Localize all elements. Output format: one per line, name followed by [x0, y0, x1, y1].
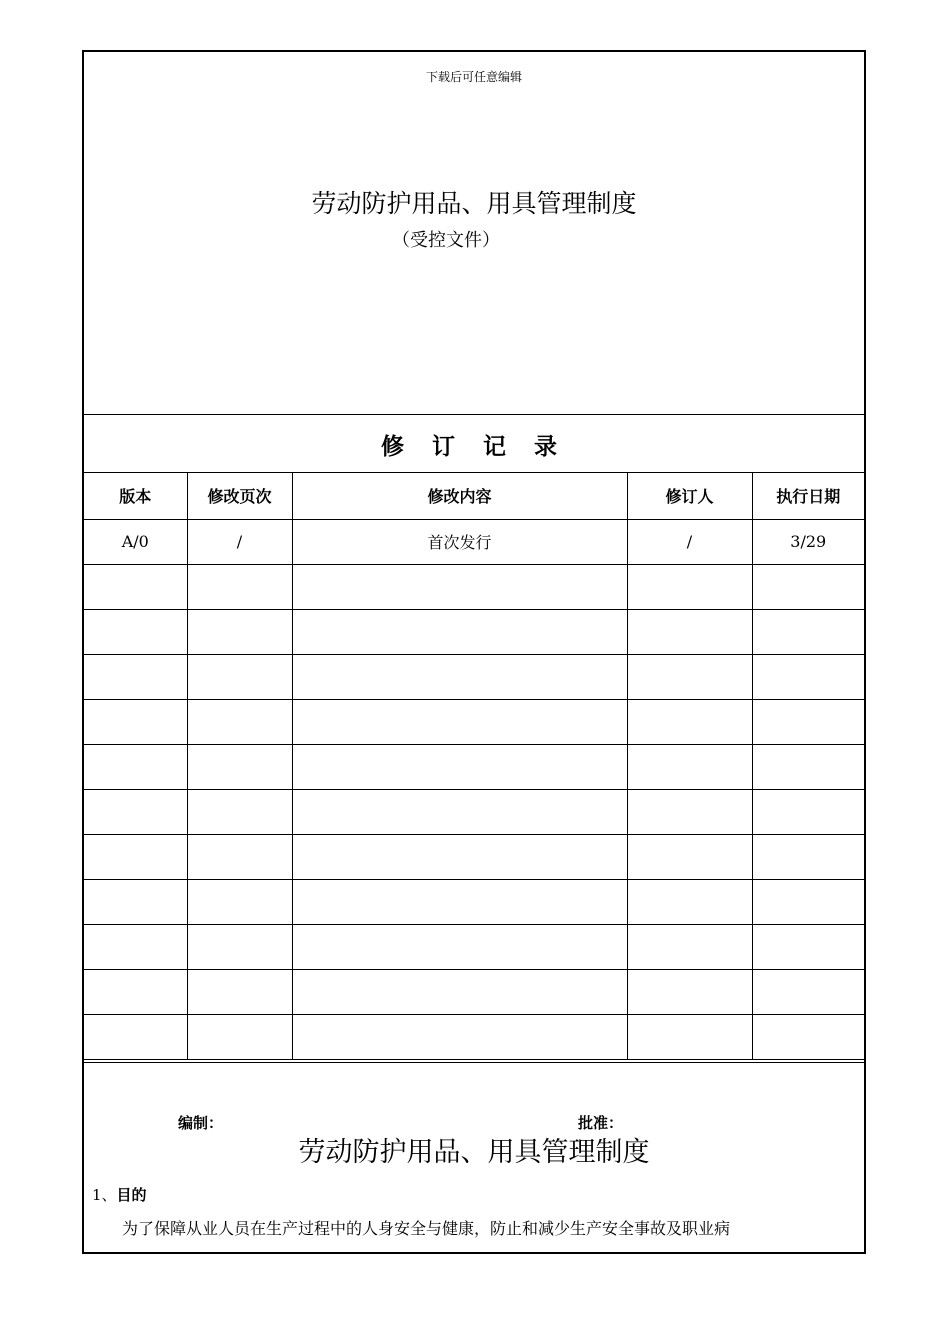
revision-cell	[627, 879, 752, 924]
revision-cell	[292, 699, 627, 744]
revision-row	[84, 609, 864, 654]
revision-row	[84, 879, 864, 924]
revision-cell	[292, 1014, 627, 1059]
revision-cell	[752, 834, 864, 879]
revision-cell: 3/29	[752, 519, 864, 564]
section-1-number: 1、	[92, 1186, 117, 1204]
revision-cell	[84, 699, 187, 744]
revision-cell	[187, 744, 292, 789]
revision-cell	[627, 969, 752, 1014]
revision-cell	[752, 609, 864, 654]
revision-cell	[292, 609, 627, 654]
revision-row	[84, 654, 864, 699]
revision-cell	[292, 834, 627, 879]
section-1-heading	[92, 1184, 147, 1205]
header-note: 下载后可任意编辑	[425, 70, 522, 84]
revision-row	[84, 789, 864, 834]
col-content: 修改内容	[292, 472, 627, 519]
revision-cell	[292, 744, 627, 789]
revision-cell	[627, 924, 752, 969]
revision-cell	[292, 879, 627, 924]
cover-subtitle-text: （受控文件）	[392, 230, 500, 251]
divider-cover	[84, 414, 864, 415]
revision-cell	[752, 879, 864, 924]
revision-cell	[187, 879, 292, 924]
col-pages: 修改页次	[187, 472, 292, 519]
revision-cell	[187, 1014, 292, 1059]
revision-cell	[752, 654, 864, 699]
revision-cell	[187, 699, 292, 744]
col-date: 执行日期	[752, 472, 864, 519]
revision-cell	[627, 834, 752, 879]
revision-cell	[187, 789, 292, 834]
revision-title: 修 订 记 录	[380, 434, 568, 460]
revision-row	[84, 564, 864, 609]
revision-cell: /	[627, 519, 752, 564]
revision-cell: A/0	[84, 519, 187, 564]
revision-cell	[84, 1014, 187, 1059]
revision-cell	[292, 969, 627, 1014]
revision-cell	[187, 924, 292, 969]
revision-row	[84, 969, 864, 1014]
col-version: 版本	[84, 472, 187, 519]
section-1-heading-text: 目的	[116, 1186, 147, 1204]
revision-cell	[84, 834, 187, 879]
revision-table	[84, 472, 864, 1060]
revision-cell	[292, 654, 627, 699]
revision-row	[84, 1014, 864, 1059]
revision-header-row	[84, 472, 864, 519]
compiled-by-label: 编制：	[178, 1114, 224, 1132]
revision-cell	[187, 609, 292, 654]
revision-cell: 首次发行	[292, 519, 627, 564]
revision-cell	[752, 699, 864, 744]
document-frame	[82, 50, 866, 1254]
revision-row	[84, 519, 864, 564]
approved-by-label: 批准：	[578, 1114, 624, 1132]
revision-cell	[84, 609, 187, 654]
divider-table-bottom	[84, 1062, 864, 1063]
revision-cell	[752, 744, 864, 789]
revision-cell	[292, 564, 627, 609]
revision-row	[84, 834, 864, 879]
revision-cell	[752, 969, 864, 1014]
revision-cell	[752, 789, 864, 834]
revision-cell	[84, 924, 187, 969]
revision-cell	[752, 1014, 864, 1059]
revision-cell	[627, 789, 752, 834]
revision-cell	[627, 1014, 752, 1059]
section-1-paragraph: 为了保障从业人员在生产过程中的人身安全与健康，防止和减少生产安全事故及职业病	[122, 1219, 731, 1238]
revision-cell	[627, 744, 752, 789]
revision-cell	[84, 654, 187, 699]
cover-title: 劳动防护用品、用具管理制度	[311, 189, 637, 218]
revision-cell	[84, 789, 187, 834]
revision-cell	[187, 564, 292, 609]
revision-row	[84, 699, 864, 744]
revision-row	[84, 924, 864, 969]
revision-cell	[187, 969, 292, 1014]
revision-cell: /	[187, 519, 292, 564]
revision-cell	[187, 654, 292, 699]
revision-cell	[292, 924, 627, 969]
revision-row	[84, 744, 864, 789]
revision-cell	[627, 699, 752, 744]
revision-cell	[187, 834, 292, 879]
revision-cell	[627, 564, 752, 609]
revision-cell	[752, 564, 864, 609]
revision-cell	[84, 969, 187, 1014]
revision-cell	[627, 654, 752, 699]
revision-cell	[627, 609, 752, 654]
col-reviser: 修订人	[627, 472, 752, 519]
revision-cell	[292, 789, 627, 834]
revision-cell	[84, 744, 187, 789]
body-title: 劳动防护用品、用具管理制度	[298, 1137, 650, 1168]
revision-cell	[84, 564, 187, 609]
revision-cell	[752, 924, 864, 969]
cover-subtitle	[84, 226, 864, 252]
revision-cell	[84, 879, 187, 924]
